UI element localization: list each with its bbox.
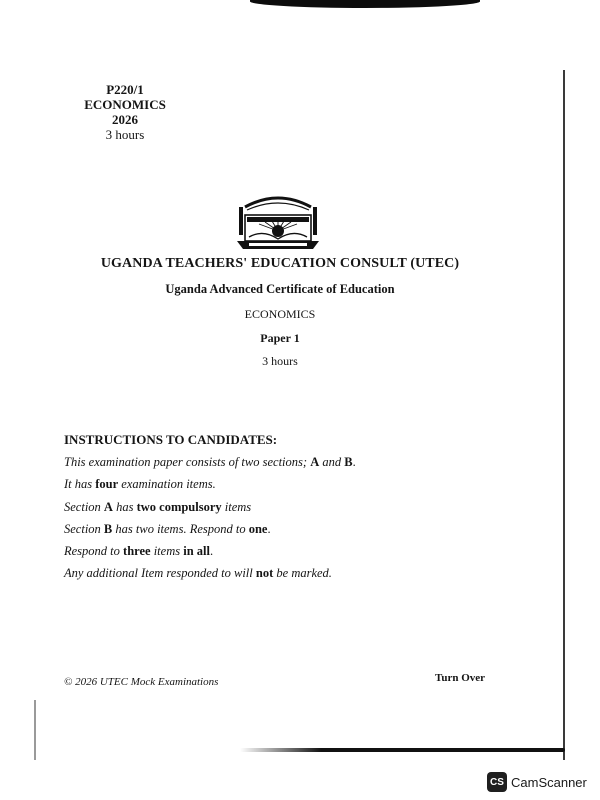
instruction-text: A <box>103 499 113 514</box>
organisation-title: UGANDA TEACHERS' EDUCATION CONSULT (UTEC) <box>100 256 460 271</box>
turn-over-note: Turn Over <box>435 672 486 684</box>
exam-title-block <box>60 256 500 369</box>
instruction-text: Section <box>64 521 104 536</box>
paper-year: 2026 <box>112 112 138 127</box>
paper-subject: ECONOMICS <box>84 97 166 112</box>
paper-code: P220/1 <box>106 82 144 97</box>
instruction-text: This examination paper consists of two sections; <box>64 455 311 469</box>
instruction-text: Any additional Item responded to will <box>64 566 256 581</box>
scan-top-shadow <box>250 0 480 8</box>
instruction-text: Respond to <box>64 544 124 559</box>
instruction-text: . <box>352 455 356 469</box>
instruction-text: items <box>221 499 252 514</box>
camscanner-icon: CS <box>487 772 507 792</box>
page-bottom-edge <box>240 748 565 752</box>
instruction-text: B <box>103 521 113 536</box>
page-left-edge <box>34 700 36 760</box>
paper-header <box>80 82 170 142</box>
instruction-text: and <box>319 455 345 469</box>
instruction-text: one <box>248 521 268 536</box>
instruction-text: four <box>95 477 119 492</box>
instruction-line <box>64 455 504 470</box>
instruction-text: has <box>112 499 137 514</box>
paper-number: Paper 1 <box>260 331 300 345</box>
instruction-text: be marked. <box>273 566 332 581</box>
camscanner-label: CamScanner <box>511 774 587 790</box>
camscanner-watermark <box>487 772 587 792</box>
instruction-line <box>64 544 504 559</box>
instructions-list <box>64 455 504 581</box>
instruction-text: . <box>267 521 271 536</box>
utec-crest-logo <box>233 193 323 253</box>
instruction-text: . <box>209 544 214 559</box>
instruction-text: three <box>123 544 151 559</box>
instruction-text: two compulsory <box>136 499 222 514</box>
instructions-section <box>64 432 504 589</box>
exam-duration: 3 hours <box>262 354 298 368</box>
instruction-line <box>64 477 504 492</box>
instruction-text: has two items. Respond to <box>112 521 249 536</box>
certificate-title: Uganda Advanced Certificate of Education <box>165 282 395 296</box>
instruction-text: Section <box>64 499 104 514</box>
instruction-line <box>64 566 504 581</box>
instruction-text: examination items. <box>118 477 216 492</box>
instruction-text: It has <box>64 477 96 492</box>
instruction-text: B <box>344 455 353 469</box>
instruction-line <box>64 522 504 537</box>
instruction-text: not <box>255 566 274 581</box>
instruction-text: in all <box>183 544 210 559</box>
instruction-text: A <box>310 455 320 469</box>
paper-duration: 3 hours <box>105 127 145 142</box>
copyright-notice: © 2026 UTEC Mock Examinations <box>64 676 219 688</box>
instruction-text: items <box>150 544 184 559</box>
page-right-edge <box>563 70 565 760</box>
subject-title: ECONOMICS <box>244 307 316 321</box>
instructions-heading: INSTRUCTIONS TO CANDIDATES: <box>64 432 278 447</box>
instruction-line <box>64 500 504 515</box>
